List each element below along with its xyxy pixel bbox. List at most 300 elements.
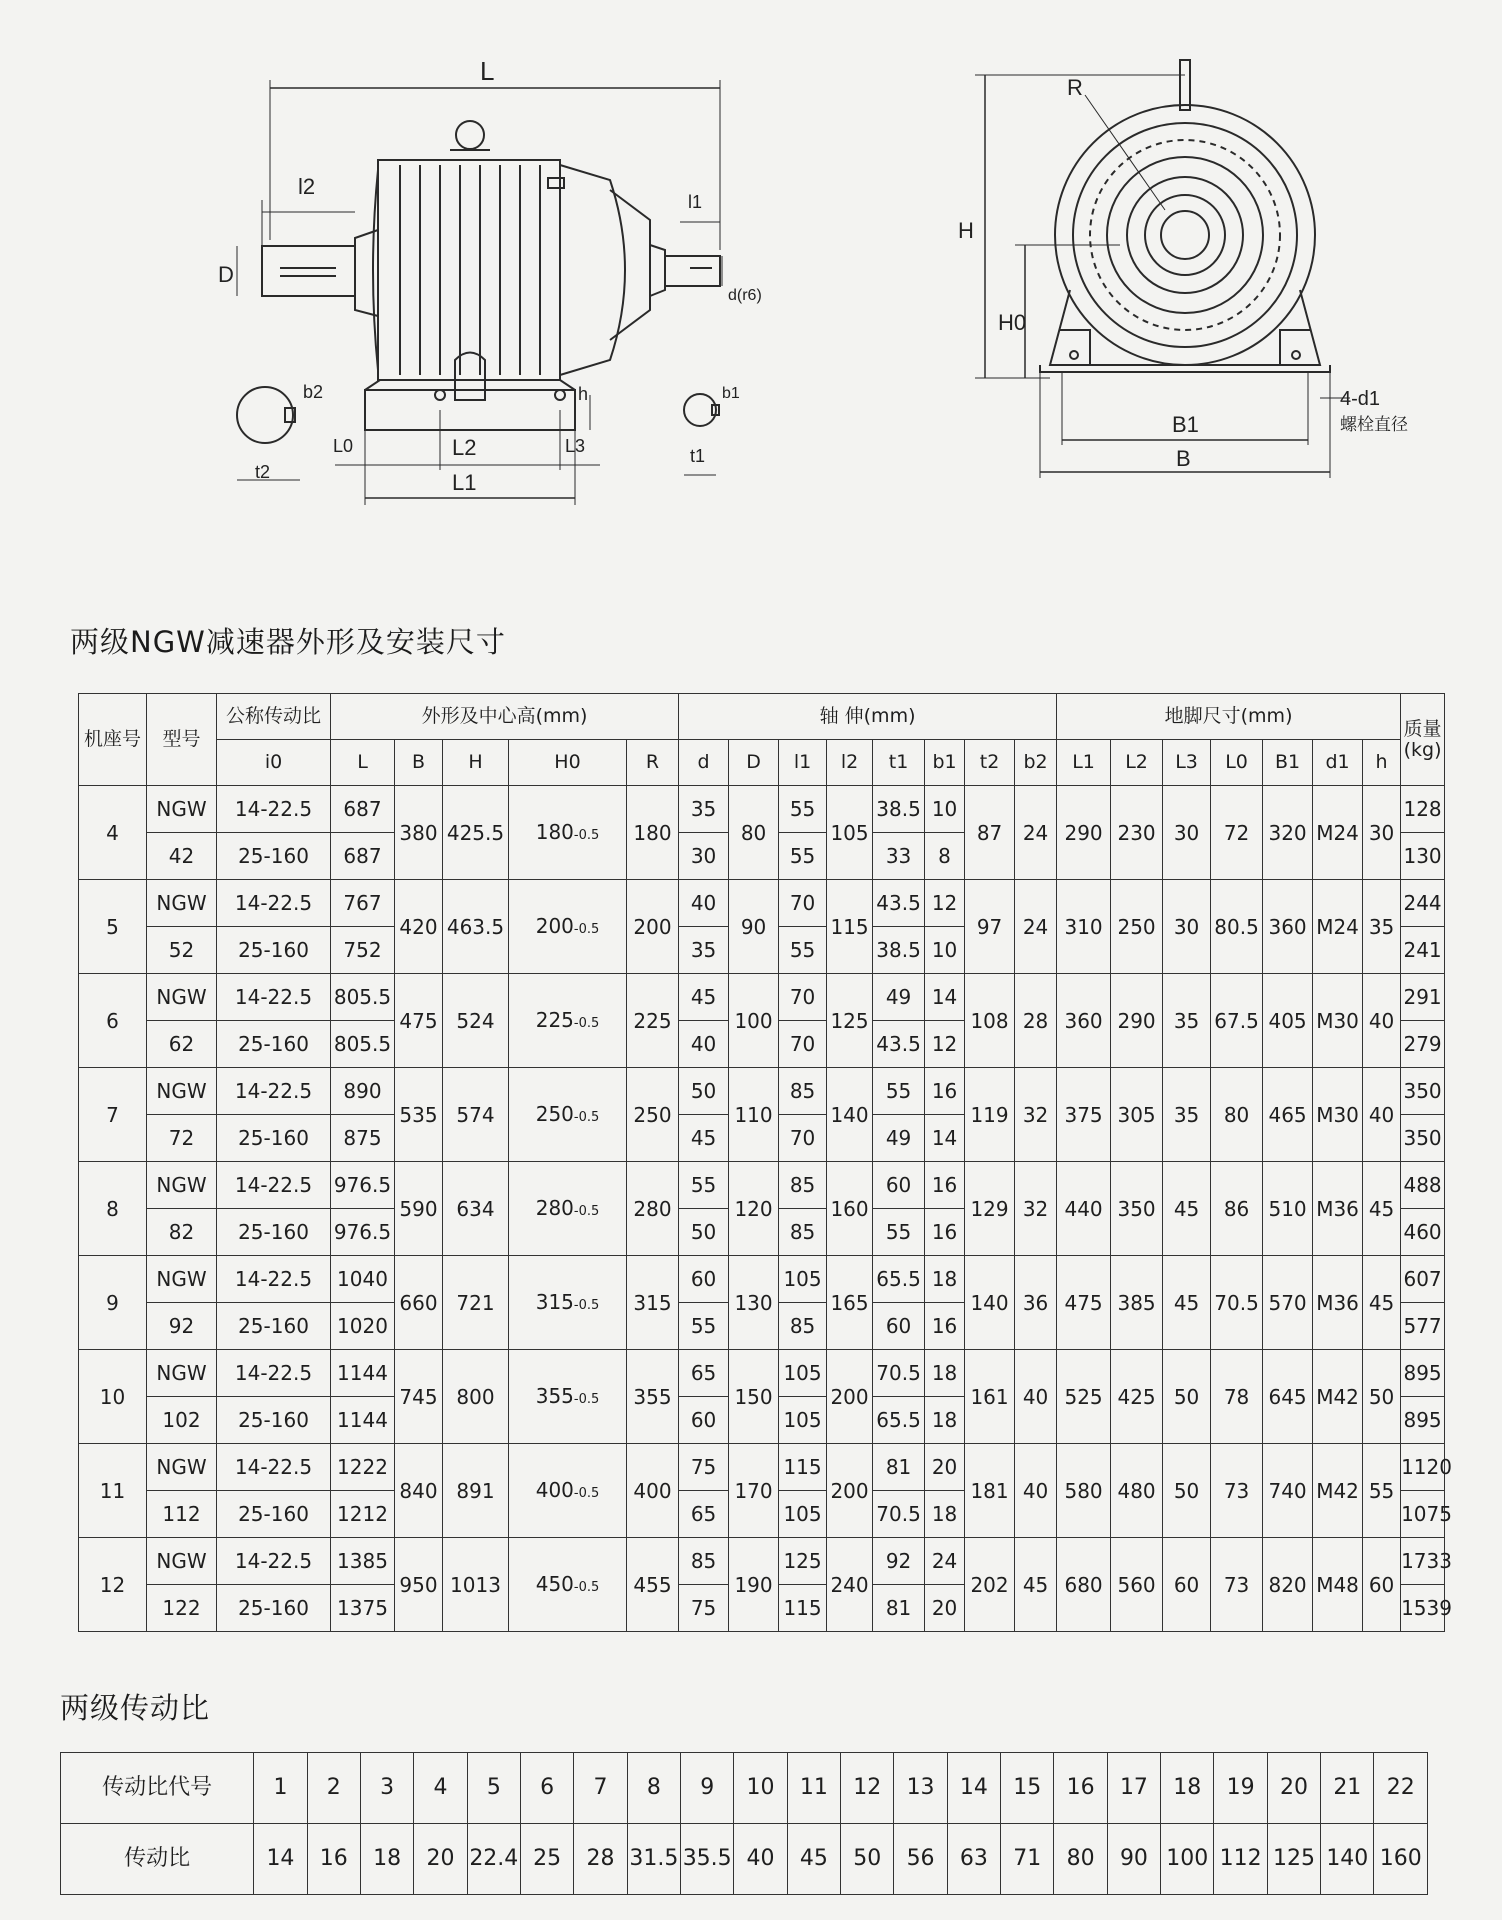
cell-L: 1385 — [331, 1538, 395, 1585]
cell-b1: 16 — [925, 1068, 965, 1115]
cell-mass: 1733 — [1401, 1538, 1445, 1585]
cell-t2: 181 — [965, 1444, 1015, 1538]
cell-b1: 405 — [1263, 974, 1313, 1068]
cell-mass: 350 — [1401, 1115, 1445, 1162]
cell-d1: M24 — [1313, 786, 1363, 880]
cell-B: 745 — [395, 1350, 443, 1444]
cell-D: 110 — [729, 1068, 779, 1162]
cell-b1: 740 — [1263, 1444, 1313, 1538]
ratio-code-cell: 9 — [681, 1753, 734, 1824]
cell-B: 535 — [395, 1068, 443, 1162]
cell-b1: 18 — [925, 1350, 965, 1397]
cell-model-size: 122 — [147, 1585, 217, 1632]
cell-l1: 105 — [779, 1397, 827, 1444]
header-mass-label: 质量 — [1403, 717, 1442, 740]
cell-frame: 7 — [79, 1068, 147, 1162]
cell-l3: 45 — [1163, 1256, 1211, 1350]
cell-d1: M48 — [1313, 1538, 1363, 1632]
cell-mass: 1075 — [1401, 1491, 1445, 1538]
cell-d: 75 — [679, 1444, 729, 1491]
cell-l2: 160 — [827, 1162, 873, 1256]
ratio-code-cell: 17 — [1107, 1753, 1160, 1824]
table-row — [79, 1350, 1445, 1397]
cell-l1: 85 — [779, 1303, 827, 1350]
cell-ratio: 25-160 — [217, 1021, 331, 1068]
header-mass-unit: (kg) — [1403, 738, 1442, 761]
cell-l3: 50 — [1163, 1444, 1211, 1538]
cell-L: 687 — [331, 833, 395, 880]
cell-B: 380 — [395, 786, 443, 880]
cell-mass: 279 — [1401, 1021, 1445, 1068]
cell-H: 574 — [443, 1068, 509, 1162]
ratio-code-cell: 2 — [307, 1753, 360, 1824]
ratio-value-cell: 18 — [360, 1824, 413, 1895]
ratio-value-cell: 25 — [520, 1824, 573, 1895]
cell-H: 425.5 — [443, 786, 509, 880]
cell-model-series: NGW — [147, 1538, 217, 1585]
table-row — [79, 1068, 1445, 1115]
cell-model-series: NGW — [147, 786, 217, 833]
cell-R: 280 — [627, 1162, 679, 1256]
cell-t1: 92 — [873, 1538, 925, 1585]
header-col-b: B — [395, 740, 443, 786]
cell-frame: 10 — [79, 1350, 147, 1444]
cell-H0-tolerance: -0.5 — [573, 1204, 600, 1220]
ratio-value-cell: 20 — [414, 1824, 467, 1895]
cell-D: 100 — [729, 974, 779, 1068]
cell-h: 35 — [1363, 880, 1401, 974]
ratio-code-cell: 4 — [414, 1753, 467, 1824]
cell-model-size: 42 — [147, 833, 217, 880]
cell-h: 40 — [1363, 1068, 1401, 1162]
header-col-d1: d1 — [1313, 740, 1363, 786]
ratio-code-cell: 21 — [1321, 1753, 1374, 1824]
dim-D: D — [218, 262, 234, 287]
cell-l2: 165 — [827, 1256, 873, 1350]
cell-ratio: 14-22.5 — [217, 880, 331, 927]
cell-l2: 350 — [1111, 1162, 1163, 1256]
cell-frame: 4 — [79, 786, 147, 880]
cell-mass: 577 — [1401, 1303, 1445, 1350]
cell-B: 660 — [395, 1256, 443, 1350]
header-foot-group: 地脚尺寸(mm) — [1057, 694, 1401, 740]
cell-mass: 460 — [1401, 1209, 1445, 1256]
cell-l2: 250 — [1111, 880, 1163, 974]
ratio-code-cell: 20 — [1267, 1753, 1320, 1824]
cell-l1: 70 — [779, 1021, 827, 1068]
cell-l2: 115 — [827, 880, 873, 974]
cell-D: 80 — [729, 786, 779, 880]
cell-ratio: 25-160 — [217, 833, 331, 880]
cell-t2: 97 — [965, 880, 1015, 974]
cell-L: 752 — [331, 927, 395, 974]
ratio-code-cell: 5 — [467, 1753, 520, 1824]
dim-l1: l1 — [688, 192, 703, 212]
cell-frame: 12 — [79, 1538, 147, 1632]
cell-b1: 18 — [925, 1491, 965, 1538]
ratio-value-cell: 40 — [734, 1824, 787, 1895]
ratio-code-cell: 18 — [1161, 1753, 1214, 1824]
dim-R: R — [1067, 75, 1083, 100]
cell-l1: 115 — [779, 1444, 827, 1491]
cell-H0-value: 250 — [535, 1102, 574, 1127]
table-row — [79, 786, 1445, 833]
table-row — [79, 974, 1445, 1021]
cell-b1: 8 — [925, 833, 965, 880]
cell-d1: M36 — [1313, 1256, 1363, 1350]
cell-b1: 20 — [925, 1585, 965, 1632]
cell-H0-value: 315 — [535, 1290, 574, 1315]
cell-l1: 85 — [779, 1068, 827, 1115]
cell-l1: 55 — [779, 833, 827, 880]
cell-ratio: 25-160 — [217, 1303, 331, 1350]
cell-b2: 28 — [1015, 974, 1057, 1068]
cell-model-size: 82 — [147, 1209, 217, 1256]
dim-L1: L1 — [452, 470, 477, 495]
cell-b1: 16 — [925, 1162, 965, 1209]
ratio-code-cell: 19 — [1214, 1753, 1267, 1824]
cell-mass: 350 — [1401, 1068, 1445, 1115]
ratio-code-cell: 12 — [841, 1753, 894, 1824]
ratio-value-label: 传动比 — [61, 1824, 254, 1895]
ratio-table — [60, 1752, 1428, 1895]
cell-l3: 60 — [1163, 1538, 1211, 1632]
cell-l2: 105 — [827, 786, 873, 880]
cell-L: 1222 — [331, 1444, 395, 1491]
cell-B: 420 — [395, 880, 443, 974]
ratio-value-cell: 71 — [1001, 1824, 1054, 1895]
cell-l0: 73 — [1211, 1538, 1263, 1632]
cell-R: 180 — [627, 786, 679, 880]
ratio-value-cell: 14 — [254, 1824, 307, 1895]
cell-R: 225 — [627, 974, 679, 1068]
cell-l1: 310 — [1057, 880, 1111, 974]
ratio-value-cell: 56 — [894, 1824, 947, 1895]
cell-l1: 85 — [779, 1209, 827, 1256]
dim-b2: b2 — [303, 382, 324, 402]
cell-l0: 70.5 — [1211, 1256, 1263, 1350]
ratio-value-cell: 16 — [307, 1824, 360, 1895]
cell-H0-value: 355 — [535, 1384, 574, 1409]
cell-H0-tolerance: -0.5 — [573, 1298, 600, 1314]
cell-b1: 18 — [925, 1256, 965, 1303]
cell-ratio: 14-22.5 — [217, 1162, 331, 1209]
cell-H0-tolerance: -0.5 — [573, 1016, 600, 1032]
cell-t1: 65.5 — [873, 1397, 925, 1444]
cell-b1: 510 — [1263, 1162, 1313, 1256]
ratio-code-label: 传动比代号 — [61, 1753, 254, 1824]
cell-t1: 65.5 — [873, 1256, 925, 1303]
dimension-table-title: 两级NGW减速器外形及安装尺寸 — [70, 625, 506, 659]
cell-D: 150 — [729, 1350, 779, 1444]
ratio-code-cell: 15 — [1001, 1753, 1054, 1824]
ratio-code-cell: 13 — [894, 1753, 947, 1824]
cell-t1: 43.5 — [873, 880, 925, 927]
cell-H0 — [509, 974, 627, 1068]
cell-ratio: 14-22.5 — [217, 1350, 331, 1397]
cell-l2: 480 — [1111, 1444, 1163, 1538]
cell-l0: 80 — [1211, 1068, 1263, 1162]
cell-d1: M24 — [1313, 880, 1363, 974]
cell-H0 — [509, 1350, 627, 1444]
cell-H: 800 — [443, 1350, 509, 1444]
cell-l1: 85 — [779, 1162, 827, 1209]
dim-t2: t2 — [255, 462, 271, 482]
cell-t1: 60 — [873, 1303, 925, 1350]
cell-l0: 78 — [1211, 1350, 1263, 1444]
cell-ratio: 25-160 — [217, 1115, 331, 1162]
header-col-b2: b2 — [1015, 740, 1057, 786]
header-model: 型号 — [147, 694, 217, 786]
ratio-value-cell: 45 — [787, 1824, 840, 1895]
dim-H0: H0 — [998, 310, 1027, 335]
cell-b1: 14 — [925, 974, 965, 1021]
ratio-code-cell: 1 — [254, 1753, 307, 1824]
cell-b1: 570 — [1263, 1256, 1313, 1350]
cell-model-size: 62 — [147, 1021, 217, 1068]
cell-b2: 40 — [1015, 1350, 1057, 1444]
cell-t1: 43.5 — [873, 1021, 925, 1068]
cell-d: 55 — [679, 1303, 729, 1350]
cell-mass: 291 — [1401, 974, 1445, 1021]
cell-h: 50 — [1363, 1350, 1401, 1444]
cell-d: 50 — [679, 1209, 729, 1256]
cell-b1: 12 — [925, 1021, 965, 1068]
ratio-value-cell: 125 — [1267, 1824, 1320, 1895]
cell-b1: 820 — [1263, 1538, 1313, 1632]
cell-t1: 38.5 — [873, 927, 925, 974]
cell-d: 75 — [679, 1585, 729, 1632]
cell-L: 767 — [331, 880, 395, 927]
ratio-value-cell: 90 — [1107, 1824, 1160, 1895]
ratio-code-cell: 6 — [520, 1753, 573, 1824]
cell-H: 463.5 — [443, 880, 509, 974]
cell-l2: 200 — [827, 1350, 873, 1444]
cell-b2: 32 — [1015, 1068, 1057, 1162]
cell-H0-value: 200 — [535, 914, 574, 939]
cell-t1: 55 — [873, 1068, 925, 1115]
cell-L: 875 — [331, 1115, 395, 1162]
cell-mass: 244 — [1401, 880, 1445, 927]
cell-t2: 108 — [965, 974, 1015, 1068]
cell-l1: 70 — [779, 880, 827, 927]
header-col-l2: L2 — [1111, 740, 1163, 786]
cell-d: 60 — [679, 1397, 729, 1444]
cell-model-series: NGW — [147, 1162, 217, 1209]
cell-d: 45 — [679, 1115, 729, 1162]
cell-t1: 70.5 — [873, 1350, 925, 1397]
cell-l1: 70 — [779, 1115, 827, 1162]
cell-R: 250 — [627, 1068, 679, 1162]
cell-d: 40 — [679, 1021, 729, 1068]
ratio-value-cell: 160 — [1374, 1824, 1428, 1895]
cell-frame: 11 — [79, 1444, 147, 1538]
cell-L: 687 — [331, 786, 395, 833]
ratio-code-cell: 8 — [627, 1753, 680, 1824]
ratio-code-cell: 11 — [787, 1753, 840, 1824]
cell-H: 1013 — [443, 1538, 509, 1632]
header-col-b1: B1 — [1263, 740, 1313, 786]
cell-l1: 375 — [1057, 1068, 1111, 1162]
cell-ratio: 25-160 — [217, 927, 331, 974]
cell-L: 1040 — [331, 1256, 395, 1303]
cell-d: 45 — [679, 974, 729, 1021]
cell-mass: 895 — [1401, 1397, 1445, 1444]
cell-l2: 425 — [1111, 1350, 1163, 1444]
table-row — [79, 1162, 1445, 1209]
cell-b2: 40 — [1015, 1444, 1057, 1538]
cell-h: 40 — [1363, 974, 1401, 1068]
cell-mass: 128 — [1401, 786, 1445, 833]
cell-h: 55 — [1363, 1444, 1401, 1538]
cell-L: 1020 — [331, 1303, 395, 1350]
header-col-h: H — [443, 740, 509, 786]
cell-L: 976.5 — [331, 1162, 395, 1209]
cell-d: 65 — [679, 1350, 729, 1397]
cell-t1: 49 — [873, 974, 925, 1021]
cell-b1: 465 — [1263, 1068, 1313, 1162]
cell-frame: 9 — [79, 1256, 147, 1350]
cell-mass: 1120 — [1401, 1444, 1445, 1491]
cell-t2: 87 — [965, 786, 1015, 880]
cell-l1: 580 — [1057, 1444, 1111, 1538]
cell-b2: 36 — [1015, 1256, 1057, 1350]
cell-d1: M42 — [1313, 1350, 1363, 1444]
cell-t1: 49 — [873, 1115, 925, 1162]
cell-mass: 488 — [1401, 1162, 1445, 1209]
cell-t2: 202 — [965, 1538, 1015, 1632]
cell-l0: 86 — [1211, 1162, 1263, 1256]
cell-d: 55 — [679, 1162, 729, 1209]
cell-d: 65 — [679, 1491, 729, 1538]
cell-t2: 140 — [965, 1256, 1015, 1350]
table-row — [79, 1256, 1445, 1303]
cell-t2: 161 — [965, 1350, 1015, 1444]
dim-L3: L3 — [565, 436, 586, 456]
cell-l2: 140 — [827, 1068, 873, 1162]
cell-t1: 81 — [873, 1444, 925, 1491]
cell-H0-tolerance: -0.5 — [573, 828, 600, 844]
cell-H0 — [509, 1538, 627, 1632]
cell-D: 130 — [729, 1256, 779, 1350]
cell-d: 35 — [679, 927, 729, 974]
cell-mass: 895 — [1401, 1350, 1445, 1397]
ratio-code-cell: 3 — [360, 1753, 413, 1824]
ratio-code-cell: 10 — [734, 1753, 787, 1824]
cell-L: 890 — [331, 1068, 395, 1115]
cell-b1: 10 — [925, 927, 965, 974]
cell-B: 950 — [395, 1538, 443, 1632]
cell-l3: 30 — [1163, 880, 1211, 974]
cell-l0: 80.5 — [1211, 880, 1263, 974]
ratio-value-cell: 112 — [1214, 1824, 1267, 1895]
cell-model-size: 72 — [147, 1115, 217, 1162]
table-row — [79, 880, 1445, 927]
cell-H0-tolerance: -0.5 — [573, 922, 600, 938]
cell-ratio: 14-22.5 — [217, 786, 331, 833]
cell-l2: 385 — [1111, 1256, 1163, 1350]
cell-R: 400 — [627, 1444, 679, 1538]
cell-model-size: 102 — [147, 1397, 217, 1444]
cell-R: 455 — [627, 1538, 679, 1632]
cell-l1: 105 — [779, 1350, 827, 1397]
cell-ratio: 14-22.5 — [217, 1068, 331, 1115]
cell-L: 1144 — [331, 1350, 395, 1397]
cell-model-size: 112 — [147, 1491, 217, 1538]
cell-H: 524 — [443, 974, 509, 1068]
cell-mass: 241 — [1401, 927, 1445, 974]
dim-H: H — [958, 218, 974, 243]
ratio-value-cell: 80 — [1054, 1824, 1107, 1895]
cell-l3: 45 — [1163, 1162, 1211, 1256]
cell-l1: 55 — [779, 927, 827, 974]
cell-ratio: 14-22.5 — [217, 1538, 331, 1585]
ratio-value-cell: 140 — [1321, 1824, 1374, 1895]
cell-l1: 360 — [1057, 974, 1111, 1068]
cell-l1: 105 — [779, 1256, 827, 1303]
cell-b1: 12 — [925, 880, 965, 927]
cell-L: 976.5 — [331, 1209, 395, 1256]
cell-h: 45 — [1363, 1162, 1401, 1256]
cell-B: 590 — [395, 1162, 443, 1256]
ratio-table-title: 两级传动比 — [60, 1691, 211, 1725]
header-col-l3: L3 — [1163, 740, 1211, 786]
cell-t1: 81 — [873, 1585, 925, 1632]
cell-l3: 50 — [1163, 1350, 1211, 1444]
cell-H0-tolerance: -0.5 — [573, 1486, 600, 1502]
cell-model-series: NGW — [147, 880, 217, 927]
dim-b1: b1 — [722, 385, 740, 402]
cell-d: 50 — [679, 1068, 729, 1115]
header-col-d: D — [729, 740, 779, 786]
ratio-value-cell: 22.4 — [467, 1824, 520, 1895]
cell-B: 840 — [395, 1444, 443, 1538]
cell-ratio: 14-22.5 — [217, 974, 331, 1021]
dim-h: h — [578, 384, 589, 404]
cell-t1: 55 — [873, 1209, 925, 1256]
cell-ratio: 14-22.5 — [217, 1444, 331, 1491]
ratio-value-cell: 50 — [841, 1824, 894, 1895]
cell-model-series: NGW — [147, 1350, 217, 1397]
cell-L: 1375 — [331, 1585, 395, 1632]
cell-ratio: 25-160 — [217, 1585, 331, 1632]
header-col-l1: l1 — [779, 740, 827, 786]
header-mass — [1401, 694, 1445, 786]
ratio-value-cell: 35.5 — [681, 1824, 734, 1895]
table-row — [79, 1538, 1445, 1585]
cell-l1: 105 — [779, 1491, 827, 1538]
cell-H0-tolerance: -0.5 — [573, 1110, 600, 1126]
cell-b2: 24 — [1015, 786, 1057, 880]
cell-model-series: NGW — [147, 1444, 217, 1491]
header-col-b1: b1 — [925, 740, 965, 786]
header-col-l2: l2 — [827, 740, 873, 786]
cell-l2: 230 — [1111, 786, 1163, 880]
cell-d1: M30 — [1313, 1068, 1363, 1162]
cell-L: 1144 — [331, 1397, 395, 1444]
header-col-l0: L0 — [1211, 740, 1263, 786]
cell-H0-value: 180 — [535, 820, 574, 845]
cell-H0-tolerance: -0.5 — [573, 1580, 600, 1596]
dim-B1: B1 — [1172, 412, 1199, 437]
cell-d1: M36 — [1313, 1162, 1363, 1256]
cell-l1: 525 — [1057, 1350, 1111, 1444]
header-col-h0: H0 — [509, 740, 627, 786]
cell-t1: 60 — [873, 1162, 925, 1209]
cell-H0 — [509, 1256, 627, 1350]
cell-d: 30 — [679, 833, 729, 880]
cell-L: 1212 — [331, 1491, 395, 1538]
